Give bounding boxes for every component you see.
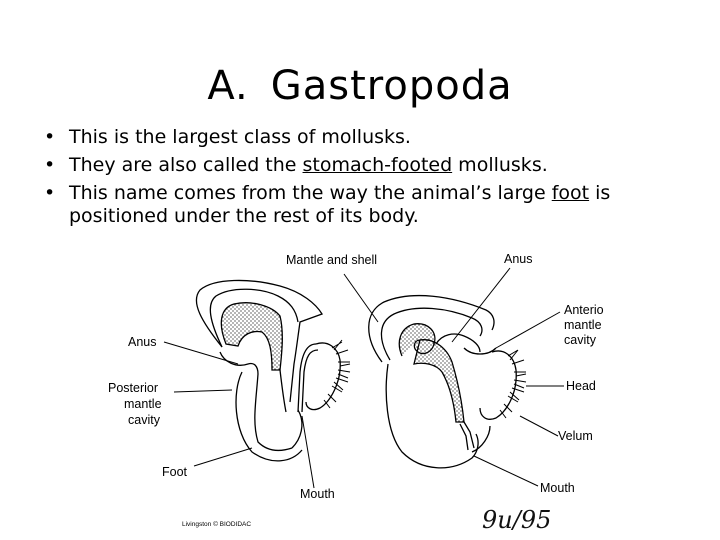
handwritten-signature: 9u/95 — [482, 506, 552, 534]
stomach-footed-term: stomach-footed — [302, 154, 453, 176]
label-anterior-2: mantle — [564, 318, 602, 332]
bullet-text-2a: They are also called the — [69, 154, 303, 176]
left-snail-drawing — [196, 280, 350, 460]
bullet-text-2b: mollusks. — [452, 154, 548, 176]
label-mouth-right: Mouth — [540, 481, 575, 495]
bullet-item-3 — [44, 182, 684, 228]
slide-title — [0, 63, 720, 109]
bullet-text-3a: This name comes from the way the animal’s large — [69, 182, 552, 204]
label-anus-right: Anus — [504, 252, 533, 266]
bullet-text-1: This is the largest class of mollusks. — [69, 126, 411, 148]
label-anterior-3: cavity — [564, 333, 596, 347]
label-anterior-1: Anterio — [564, 303, 604, 317]
bullet-item-2 — [44, 154, 684, 177]
label-head: Head — [566, 379, 596, 393]
figure-credit: Livingston © BIODIDAC — [182, 521, 252, 528]
label-posterior-1: Posterior — [108, 381, 159, 395]
right-snail-drawing — [369, 296, 526, 468]
label-mantle-and-shell: Mantle and shell — [286, 253, 378, 267]
bullet-text-3b: is positioned under the rest of its body. — [69, 182, 611, 227]
title-number: A. — [207, 62, 249, 109]
label-foot: Foot — [162, 465, 188, 479]
label-posterior-2: mantle — [124, 397, 162, 411]
bullet-list — [44, 126, 684, 233]
title-text: Gastropoda — [270, 62, 513, 109]
torsion-diagram — [102, 252, 614, 540]
label-velum: Velum — [558, 429, 593, 443]
label-mouth-left: Mouth — [300, 487, 335, 501]
label-posterior-3: cavity — [128, 413, 160, 427]
label-anus-left: Anus — [128, 335, 157, 349]
bullet-item-1 — [44, 126, 684, 149]
leader-lines — [164, 268, 564, 488]
foot-term: foot — [551, 182, 590, 204]
